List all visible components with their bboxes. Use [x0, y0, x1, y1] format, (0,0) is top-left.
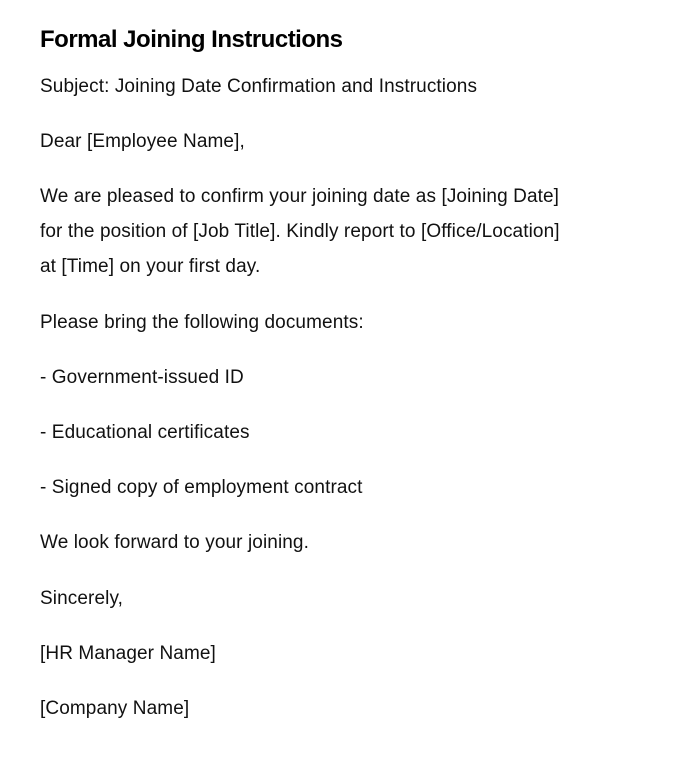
document-list-item: - Educational certificates: [40, 422, 250, 443]
closing-line: We look forward to your joining.: [40, 532, 309, 553]
body-line: at [Time] on your first day.: [40, 256, 261, 277]
document-title: Formal Joining Instructions: [40, 26, 343, 53]
document-list-item: - Government-issued ID: [40, 367, 244, 388]
body-line: for the position of [Job Title]. Kindly report to [Office/Location]: [40, 221, 560, 242]
body-line: We are pleased to confirm your joining date as [Joining Date]: [40, 186, 560, 207]
sign-off: Sincerely,: [40, 588, 124, 609]
signer-name: [HR Manager Name]: [40, 643, 216, 664]
subject-line: Subject: Joining Date Confirmation and Instructions: [40, 76, 478, 97]
salutation: Dear [Employee Name],: [40, 131, 245, 152]
document-list-item: - Signed copy of employment contract: [40, 477, 363, 498]
company-name: [Company Name]: [40, 698, 190, 719]
body-paragraph: [40, 179, 660, 284]
documents-intro: Please bring the following documents:: [40, 312, 364, 333]
